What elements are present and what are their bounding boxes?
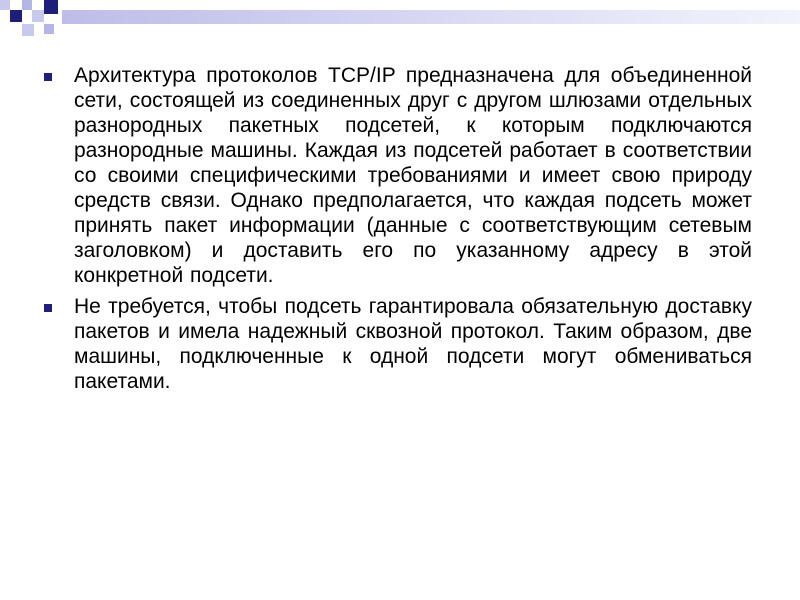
bullet-text: Архитектура протоколов TCP/IP предназначена для объединенной сети, состоящей из соединенных друг с другом шлюзами отдельных разнородных пакетных подсетей, к которым подключаются разнородные машины. Каждая из подсетей работает в соответствии со своими специфическими требованиями и имеет свою природу средств связи. Однако предполагается, что каждая подсеть может принять пакет информации (данные с соответствующим сетевым заголовком) и доставить его по указанному адресу в этой конкретной подсети. [74,64,752,287]
deco-square [44,24,54,34]
header-band [62,10,800,24]
deco-square [32,10,44,22]
bullet-item [44,294,752,394]
deco-square [44,0,58,14]
square-bullet-icon [44,304,52,312]
deco-square [22,24,34,36]
deco-square [22,0,32,10]
slide-content [44,63,752,400]
deco-square [0,0,10,10]
square-bullet-icon [44,73,52,81]
bullet-text: Не требуется, чтобы подсеть гарантировала обязательную доставку пакетов и имела надежный сквозной протокол. Таким образом, две машины, подключенные к одной подсети могут обмениваться пакетами. [74,295,752,393]
deco-square [10,10,22,22]
bullet-item [44,63,752,288]
header-decoration [0,0,800,60]
